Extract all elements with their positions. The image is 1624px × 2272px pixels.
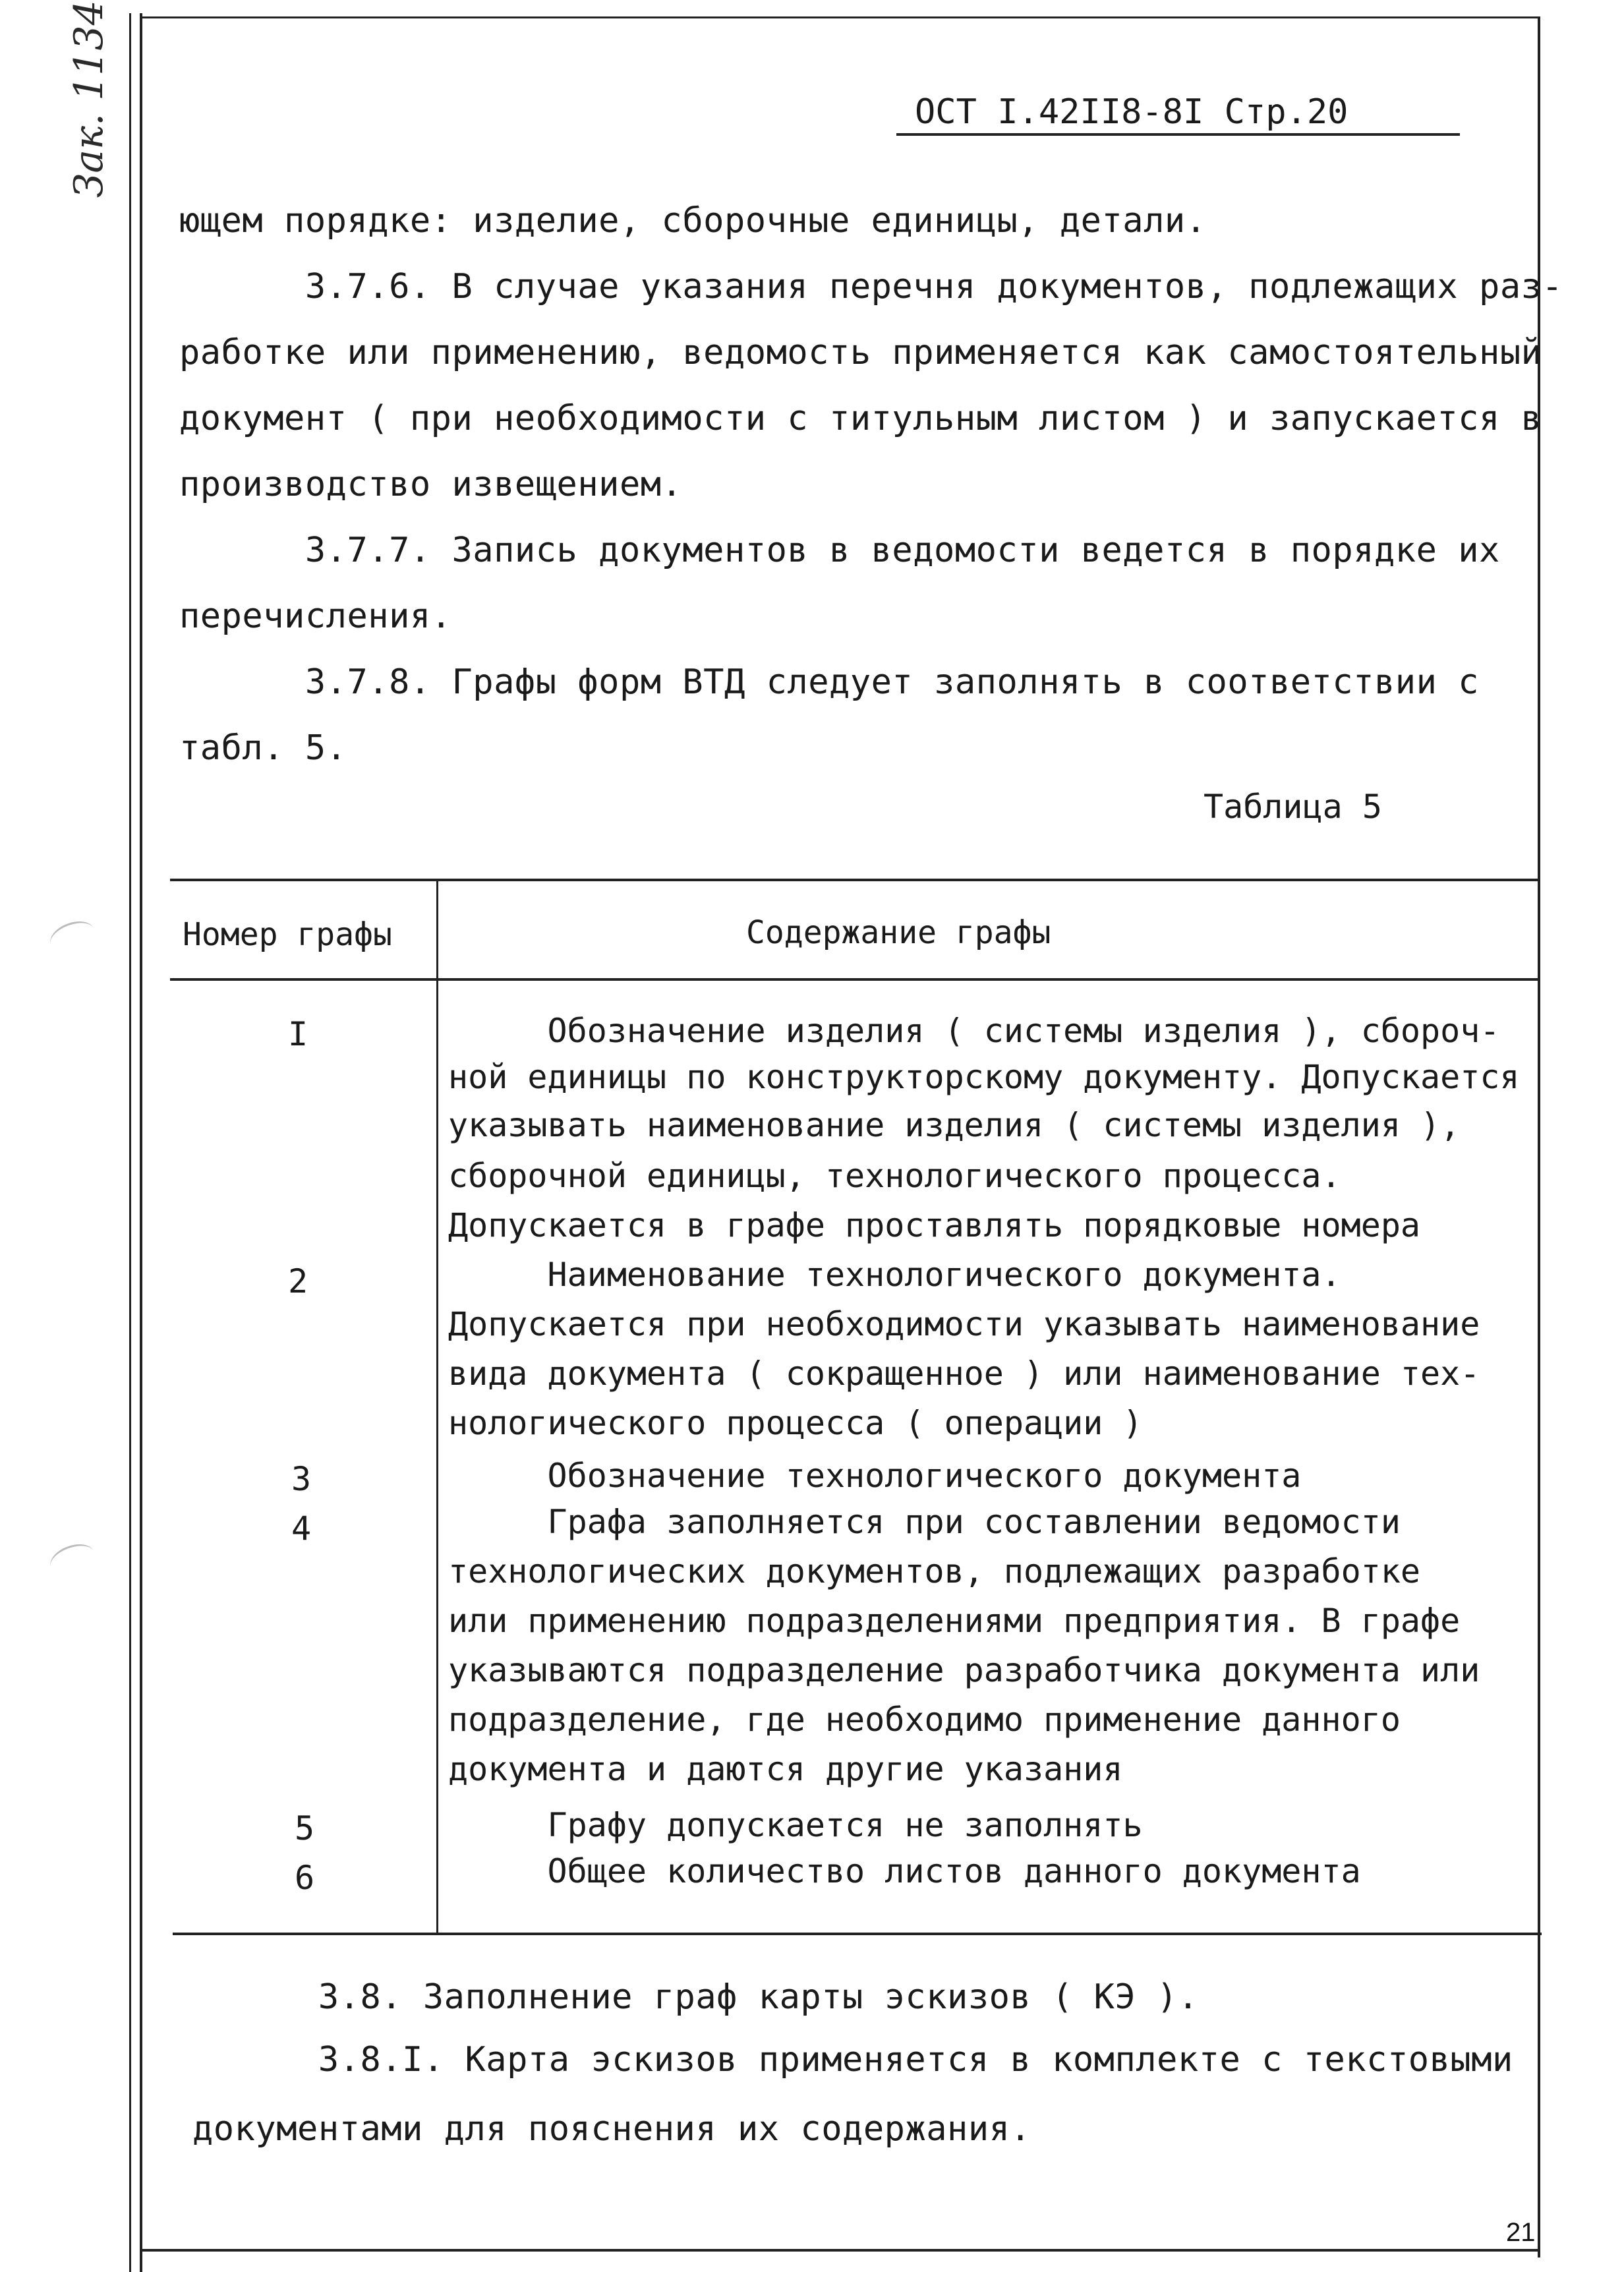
text-line: 3.7.8. Графы форм ВТД следует заполнять в соответствии с (179, 662, 1480, 702)
table-header-content: Содержание графы (746, 914, 1051, 951)
row-number: 4 (291, 1509, 312, 1548)
cell-line: ной единицы по конструкторскому документу. Допускается (448, 1058, 1520, 1096)
document-header: ОСТ I.42II8-8I Стр.20 (915, 92, 1348, 132)
cell-line: технологических документов, подлежащих разработке (448, 1552, 1421, 1590)
text-line: ющем порядке: изделие, сборочные единицы, детали. (179, 201, 1207, 241)
text-line: табл. 5. (179, 728, 347, 768)
cell-line: или применению подразделениями предприятия. В графе (448, 1602, 1461, 1640)
cell-line: нологического процесса ( операции ) (448, 1404, 1143, 1442)
cell-line: Допускается в графе проставлять порядковые номера (448, 1206, 1421, 1244)
text-line: 3.7.6. В случае указания перечня документов, подлежащих раз- (179, 267, 1563, 306)
bottom-frame-line (140, 2249, 1540, 2252)
cell-line: Графа заполняется при составлении ведомости (448, 1503, 1401, 1541)
table-column-divider (436, 879, 438, 1935)
cell-line: Обозначение технологического документа (448, 1457, 1302, 1495)
cell-line: вида документа ( сокращенное ) или наименование тех- (448, 1354, 1480, 1393)
cell-line: Наименование технологического документа. (448, 1256, 1341, 1294)
table-top-border (170, 879, 1539, 881)
punch-hole-mark (46, 1538, 99, 1581)
cell-line: подразделение, где необходимо применение данного (448, 1701, 1401, 1739)
text-line: документами для пояснения их содержания. (192, 2109, 1031, 2149)
header-underline (896, 133, 1460, 136)
text-line: производство извещением. (179, 465, 683, 504)
text-line: 3.7.7. Запись документов в ведомости ведется в порядке их (179, 531, 1500, 570)
punch-hole-mark (46, 916, 99, 958)
cell-line: Графу допускается не заполнять (448, 1806, 1143, 1844)
top-frame-line (140, 16, 1540, 18)
table-caption: Таблица 5 (1204, 788, 1382, 826)
cell-line: Общее количество листов данного документа (448, 1852, 1361, 1890)
table-header-divider (170, 978, 1539, 981)
text-line: работке или применению, ведомость применяется как самостоятельный (179, 333, 1542, 372)
text-line: документ ( при необходимости с титульным листом ) и запускается в (179, 399, 1542, 438)
left-frame-line (140, 13, 142, 2272)
text-line: перечисления. (179, 597, 452, 636)
row-number: I (287, 1015, 308, 1053)
table-bottom-border (173, 1933, 1542, 1935)
page-number: 21 (1506, 2218, 1536, 2247)
row-number: 6 (294, 1859, 315, 1897)
order-stamp: Зак. 1134 (66, 0, 112, 198)
cell-line: указываются подразделение разработчика документа или (448, 1651, 1480, 1689)
left-frame-line-outer (129, 13, 131, 2272)
cell-line: Обозначение изделия ( системы изделия ), сбороч- (448, 1012, 1500, 1050)
text-line: 3.8.I. Карта эскизов применяется в комплекте с текстовыми (192, 2040, 1513, 2080)
cell-line: указывать наименование изделия ( системы изделия ), (448, 1106, 1461, 1144)
cell-line: сборочной единицы, технологического процесса. (448, 1157, 1341, 1195)
row-number: 5 (294, 1809, 315, 1848)
text-line: 3.8. Заполнение граф карты эскизов ( КЭ ). (192, 1977, 1199, 2017)
cell-line: документа и даются другие указания (448, 1750, 1123, 1788)
row-number: 3 (291, 1460, 312, 1498)
table-header-number: Номер графы (183, 916, 392, 953)
row-number: 2 (287, 1262, 308, 1300)
cell-line: Допускается при необходимости указывать наименование (448, 1305, 1480, 1343)
